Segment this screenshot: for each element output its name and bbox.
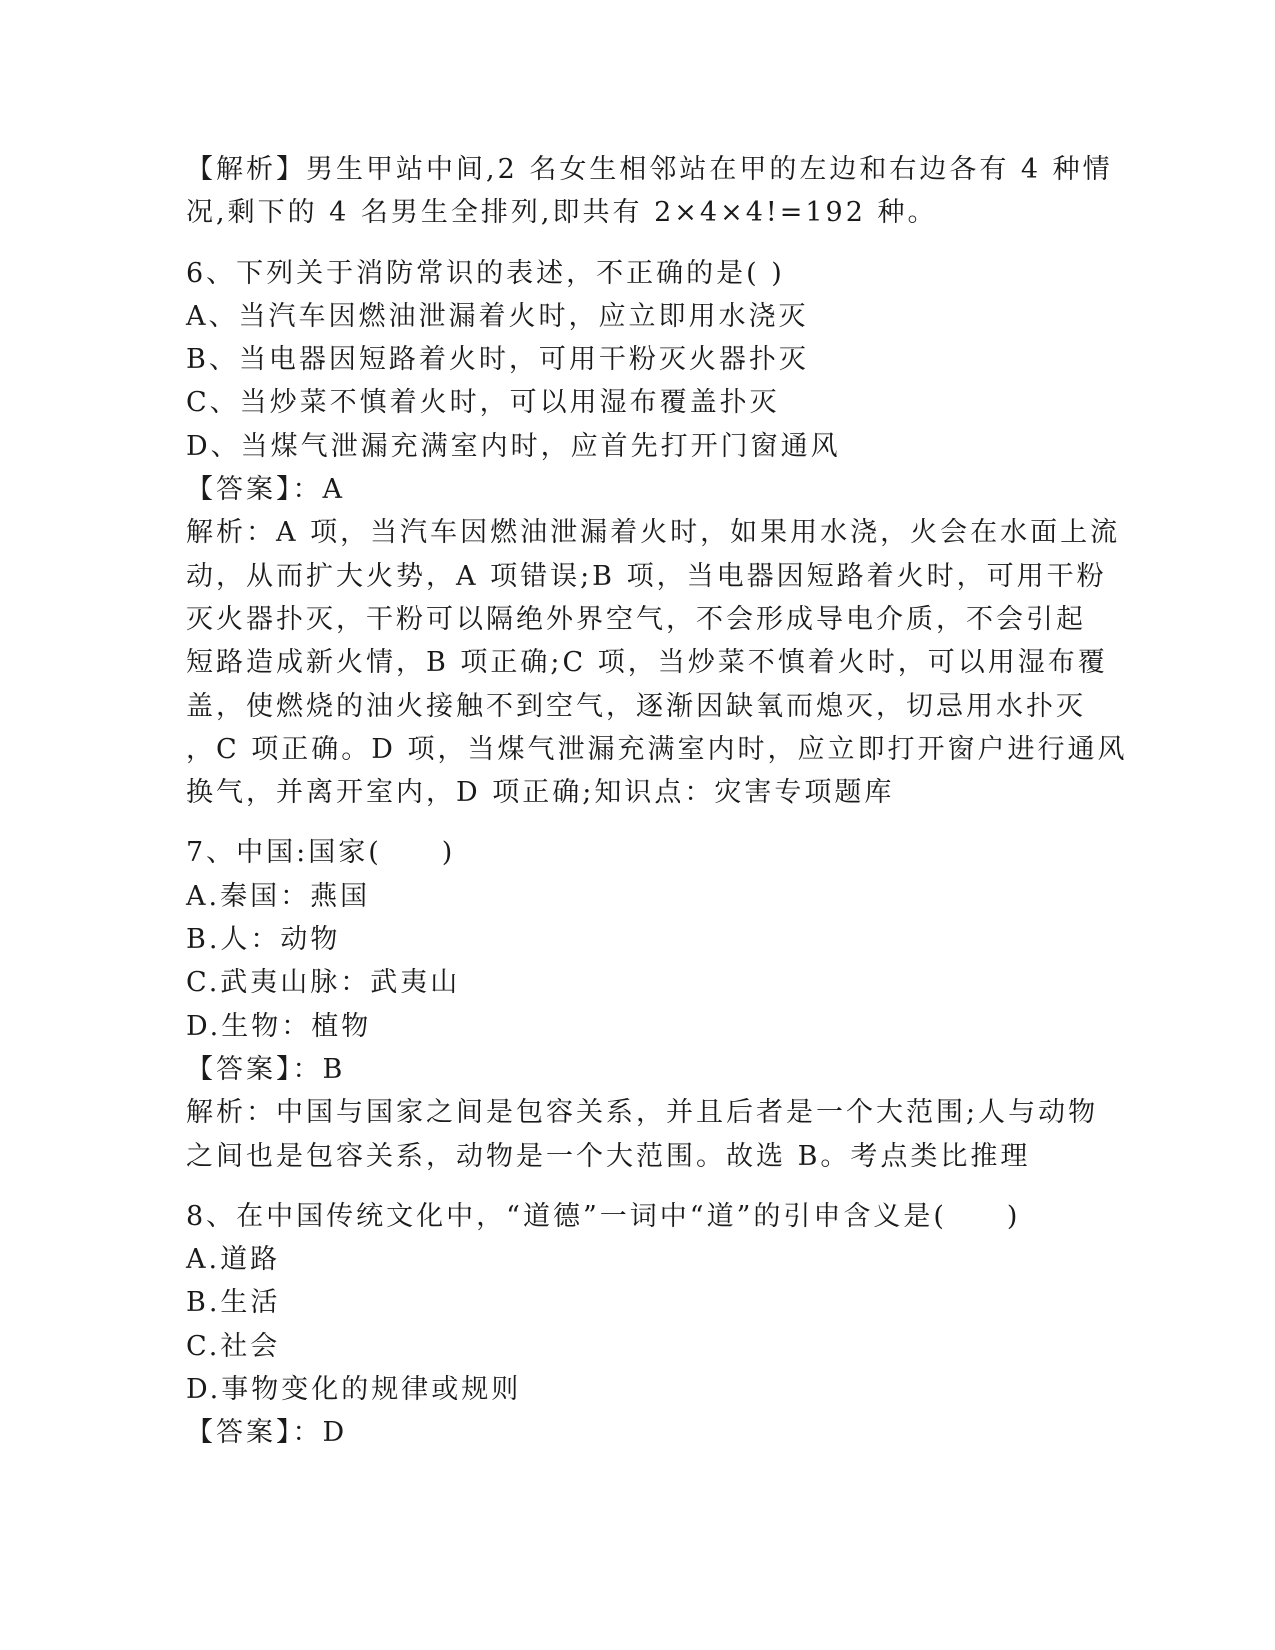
option-b: B.人：动物 (186, 924, 341, 956)
analysis-line: 灭火器扑灭，干粉可以隔绝外界空气，不会形成导电介质，不会引起 (186, 603, 1086, 635)
question-stem: 7、中国:国家( ) (186, 837, 456, 869)
question-6 (186, 252, 1128, 815)
option-d: D.生物：植物 (186, 1010, 372, 1042)
analysis-line: 短路造成新火情，B 项正确;C 项，当炒菜不慎着火时，可以用湿布覆 (186, 647, 1108, 679)
analysis-line: 解析：中国与国家之间是包容关系，并且后者是一个大范围;人与动物 (186, 1097, 1099, 1129)
option-b: B、当电器因短路着火时，可用干粉灭火器扑灭 (186, 344, 809, 376)
answer: 【答案】：B (186, 1053, 346, 1085)
analysis-line: 之间也是包容关系，动物是一个大范围。故选 B。考点类比推理 (186, 1140, 1031, 1172)
answer: 【答案】：D (186, 1417, 348, 1449)
analysis-line: 换气，并离开室内，D 项正确;知识点：灾害专项题库 (186, 777, 895, 809)
option-c: C.武夷山脉：武夷山 (186, 967, 461, 999)
option-d: D、当煤气泄漏充满室内时，应首先打开门窗通风 (186, 430, 841, 462)
question-8 (186, 1195, 1086, 1455)
option-a: A、当汽车因燃油泄漏着火时，应立即用水浇灭 (186, 300, 809, 332)
question-stem: 6、下列关于消防常识的表述，不正确的是( ) (186, 257, 785, 289)
analysis-line: 动，从而扩大火势，A 项错误;B 项，当电器因短路着火时，可用干粉 (186, 560, 1107, 592)
option-c: C.社会 (186, 1330, 281, 1362)
option-a: A.道路 (186, 1244, 281, 1276)
analysis-line: 况,剩下的 4 名男生全排列,即共有 2×4×4!=192 种。 (186, 197, 938, 229)
page-content (186, 148, 1128, 1455)
analysis-line: 盖，使燃烧的油火接触不到空气，逐渐因缺氧而熄灭，切忌用水扑灭 (186, 690, 1086, 722)
analysis-line: ，C 项正确。D 项，当煤气泄漏充满室内时，应立即打开窗户进行通风 (186, 733, 1128, 765)
question-stem: 8、在中国传统文化中，“道德”一词中“道”的引申含义是( ) (186, 1200, 1021, 1232)
option-a: A.秦国：燕国 (186, 880, 371, 912)
question-7 (186, 831, 1099, 1177)
answer: 【答案】：A (186, 474, 345, 506)
analysis-line: 【解析】男生甲站中间,2 名女生相邻站在甲的左边和右边各有 4 种情 (186, 154, 1113, 185)
option-d: D.事物变化的规律或规则 (186, 1374, 522, 1406)
analysis-line: 解析：A 项，当汽车因燃油泄漏着火时，如果用水浇，火会在水面上流 (186, 517, 1121, 549)
intro-analysis (186, 148, 1113, 235)
option-c: C、当炒菜不慎着火时，可以用湿布覆盖扑灭 (186, 387, 780, 419)
option-b: B.生活 (186, 1287, 281, 1319)
